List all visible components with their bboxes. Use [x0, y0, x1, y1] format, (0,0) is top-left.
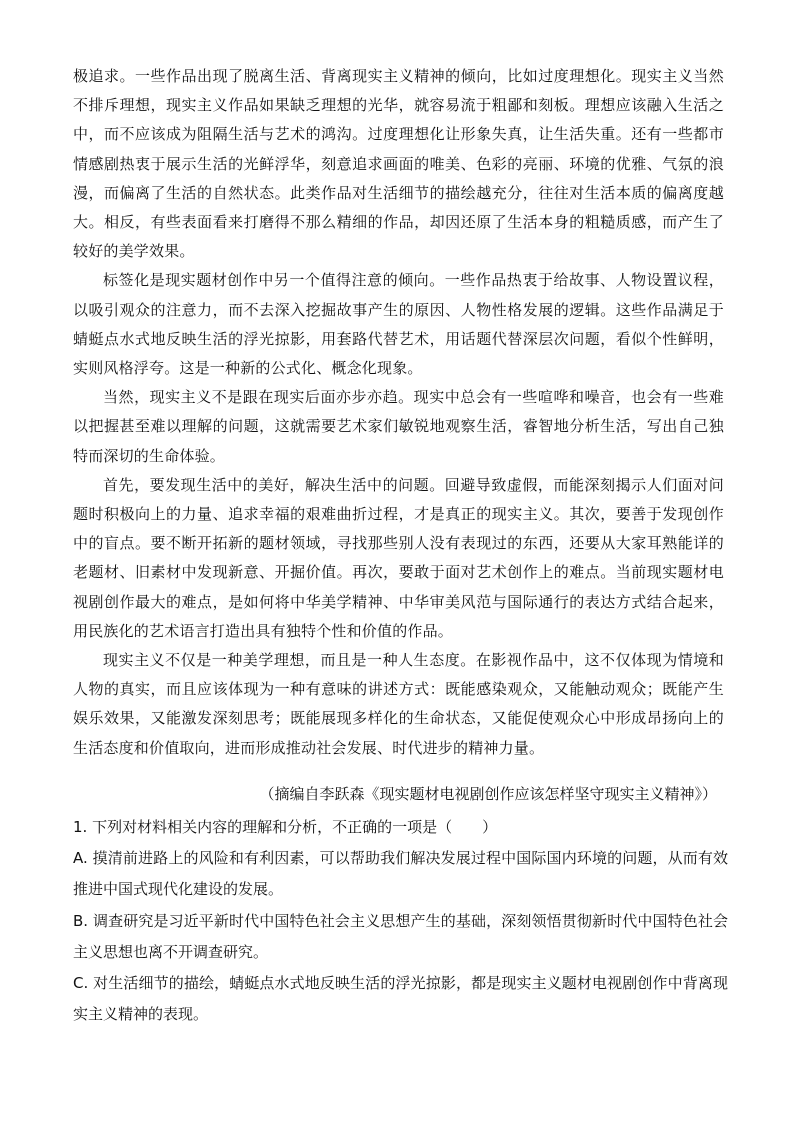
question-stem: 1. 下列对材料相关内容的理解和分析，不正确的一项是（ ）	[73, 818, 498, 836]
question-block	[73, 812, 728, 1030]
passage-source: （摘编自李跃森《现实题材电视剧创作应该怎样坚守现实主义精神》）	[259, 785, 717, 803]
passage-paragraph-5: 现实主义不仅是一种美学理想，而且是一种人生态度。在影视作品中，这不仅体现为情境和人物的真实，而且应该体现为一种有意味的讲述方式：既能感染观众，又能触动观众；既能产生娱乐效果，又能激发深刻思考；既能展现多样化的生命状态，又能促使观众心中形成昂扬向上的生活态度和价值取向，进而形成推动社会发展、时代进步的精神力量。	[73, 651, 724, 757]
option-a: A. 摸清前进路上的风险和有利因素，可以帮助我们解决发展过程中国际国内环境的问题，从而有效推进中国式现代化建设的发展。	[73, 849, 728, 899]
passage-paragraph-4: 首先，要发现生活中的美好，解决生活中的问题。回避导致虚假，而能深刻揭示人们面对问题时积极向上的力量、追求幸福的艰难曲折过程，才是真正的现实主义。其次，要善于发现创作中的盲点。要不断开拓新的题材领域，寻找那些别人没有表现过的东西，还要从大家耳熟能详的老题材、旧素材中发现新意、开掘价值。再次，要敢于面对艺术创作上的难点。当前现实题材电视剧创作最大的难点，是如何将中华美学精神、中华审美风范与国际通行的表达方式结合起来，用民族化的艺术语言打造出具有独特个性和价值的作品。	[73, 475, 724, 640]
reading-passage	[73, 62, 724, 763]
option-b: B. 调查研究是习近平新时代中国特色社会主义思想产生的基础，深刻领悟贯彻新时代中国特色社会主义思想也离不开调查研究。	[73, 911, 728, 961]
option-c: C. 对生活细节的描绘，蜻蜓点水式地反映生活的浮光掠影，都是现实主义题材电视剧创作中背离现实主义精神的表现。	[73, 974, 728, 1024]
passage-paragraph-3: 当然，现实主义不是跟在现实后面亦步亦趋。现实中总会有一些喧哗和噪音，也会有一些难以把握甚至难以理解的问题，这就需要艺术家们敏锐地观察生活，睿智地分析生活，写出自己独特而深切的生命体验。	[73, 388, 724, 465]
passage-paragraph-1: 极追求。一些作品出现了脱离生活、背离现实主义精神的倾向，比如过度理想化。现实主义当然不排斥理想，现实主义作品如果缺乏理想的光华，就容易流于粗鄙和刻板。理想应该融入生活之中，而不应该成为阻隔生活与艺术的鸿沟。过度理想化让形象失真，让生活失重。还有一些都市情感剧热衷于展示生活的光鲜浮华，刻意追求画面的唯美、色彩的亮丽、环境的优雅、气氛的浪漫，而偏离了生活的自然状态。此类作品对生活细节的描绘越充分，往往对生活本质的偏离度越大。相反，有些表面看来打磨得不那么精细的作品，却因还原了生活本身的粗糙质感，而产生了较好的美学效果。	[73, 67, 724, 261]
passage-paragraph-2: 标签化是现实题材创作中另一个值得注意的倾向。一些作品热衷于给故事、人物设置议程，以吸引观众的注意力，而不去深入挖掘故事产生的原因、人物性格发展的逻辑。这些作品满足于蜻蜓点水式地反映生活的浮光掠影，用套路代替艺术，用话题代替深层次问题，看似个性鲜明，实则风格浮夸。这是一种新的公式化、概念化现象。	[73, 271, 724, 378]
